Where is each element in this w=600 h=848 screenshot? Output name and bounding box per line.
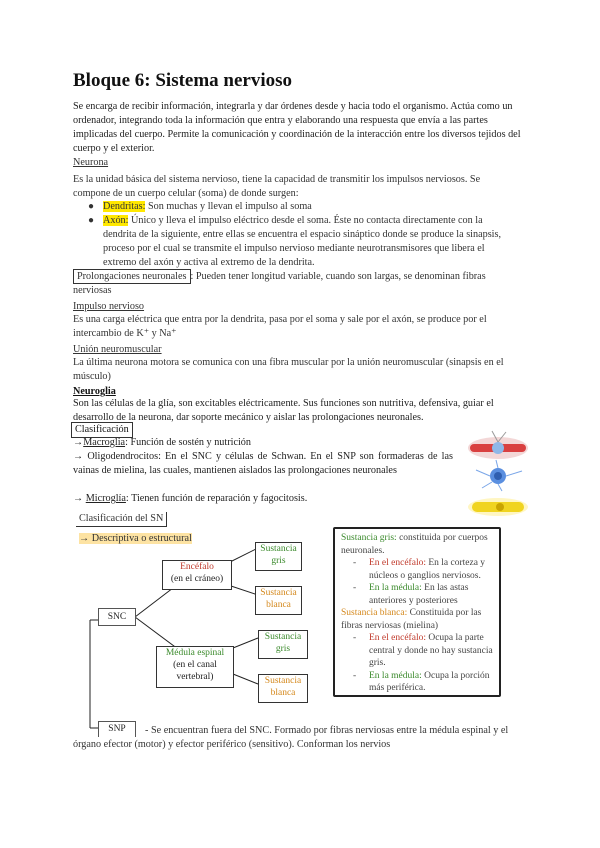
note-blanca-encefalo: - En el encéfalo: Ocupa la parte central y donde no hay sustancia gris. — [353, 633, 493, 668]
snp-dash: - — [145, 725, 151, 736]
medula-label: Médula espinal — [165, 648, 225, 658]
microglia-term: Microglía — [85, 493, 126, 504]
clasificacion-sn-heading: Clasificación del SN — [76, 512, 167, 527]
snc-node — [98, 608, 136, 626]
microglia-item: → Microglía: Tienen función de reparación y fagocitosis. — [73, 493, 308, 504]
microglia-text: : Tienen función de reparación y fagocitosis. — [125, 493, 308, 504]
snp-text: Se encuentran fuera del SNC. Formado por fibras nerviosas entre la médula espinal y el órgano efector (motor) y efector periférico (sensitivo). Conforman los nervios — [73, 725, 509, 750]
medula-sublabel-1: (en el canal — [173, 660, 217, 670]
blanca-title: Sustancia blanca: Constituida por las fibras nerviosas (mielina) — [341, 608, 482, 631]
prolongaciones-term: Prolongaciones neuronales — [73, 269, 191, 284]
encefalo-gris-node — [255, 542, 302, 571]
neuroglia-heading: Neuroglia — [73, 386, 116, 397]
medula-node — [156, 646, 234, 688]
blanca-label-2: blanca — [266, 600, 291, 610]
gris-title: Sustancia gris: constituida por cuerpos neuronales. — [341, 533, 488, 556]
impulso-heading: Impulso nervioso — [73, 301, 145, 312]
intro-paragraph: Se encarga de recibir información, integrarla y dar órdenes desde y hacia todo el organismo. Actúa como un ordenador, integrando toda la información que entra y elaborando una respuesta que envía a las partes implicadas del cuerpo. Permite la comunicación y coordinación de la interacción entre los diversos tejidos del cuerpo y el exterior. — [73, 101, 521, 154]
encefalo-blanca-node — [255, 586, 302, 615]
macroglia-term: Macroglia — [83, 437, 126, 448]
blanca-label-1: Sustancia — [264, 676, 302, 686]
note-gris-medula: - En la médula: En las astas anteriores y posteriores — [353, 583, 469, 606]
sustancia-note-box — [333, 527, 501, 697]
page-title: Bloque 6: Sistema nervioso — [73, 70, 293, 91]
gris-label-2: gris — [271, 556, 286, 566]
dendritas-term: Dendritas: — [103, 201, 146, 212]
oligodendrocitos-term: Oligodendrocitos — [87, 451, 159, 462]
medula-sublabel-2: vertebral) — [176, 672, 214, 682]
snp-label: SNP — [108, 724, 126, 734]
bullet-icon: ● — [88, 215, 95, 226]
blanca-label-2: blanca — [270, 688, 296, 698]
axon-term: Axón: — [103, 215, 129, 226]
macroglia-text: : Función de sostén y nutrición — [125, 437, 251, 448]
impulso-text: Es una carga eléctrica que entra por la dendrita, pasa por el soma y sale por el axón, se produce por el intercambio de K⁺ y Na⁺ — [73, 314, 487, 339]
prolongaciones-text: : Pueden tener longitud variable, cuando son largas, se denominan fibras nerviosas — [73, 271, 486, 296]
union-text: La última neurona motora se comunica con una fibra muscular por la unión neuromuscular (sinapsis en el músculo) — [73, 357, 504, 382]
encefalo-label: Encéfalo — [180, 562, 214, 572]
bullet-icon: ● — [88, 201, 95, 212]
oligodendrocitos-text: : En el SNC y células de Schwan. En el SNP son formaderas de las vainas de mielina, las cuales, mantienen aislados las prolongaciones neuronales — [73, 451, 453, 476]
neuroglia-text: Son las células de la glía, son excitables eléctricamente. Sus funciones son nutritiva, defensiva, guiar el desarrollo de la neurona, dar soporte mecánico y aislar las prolongaciones neuronales. — [73, 398, 494, 423]
encefalo-sublabel: (en el cráneo) — [170, 574, 224, 584]
gris-label-1: Sustancia — [260, 544, 297, 554]
macroglia-item: →Macroglia: Función de sostén y nutrición — [73, 437, 251, 448]
clasificacion-label: Clasificación — [71, 422, 133, 438]
union-heading: Unión neuromuscular — [73, 344, 162, 355]
neurona-heading: Neurona — [73, 157, 109, 168]
gris-label-1: Sustancia — [264, 632, 302, 642]
medula-gris-node — [258, 630, 308, 659]
note-gris-encefalo: - En el encéfalo: En la corteza y núcleos o ganglios nerviosos. — [353, 558, 486, 581]
dendritas-text: Son muchas y llevan el impulso al soma — [145, 201, 312, 212]
snc-label: SNC — [107, 612, 127, 622]
neurona-text: Es la unidad básica del sistema nervioso, tiene la capacidad de transmitir los impulsos nerviosos. Se compone de un cuerpo celular (soma) de donde surgen: — [73, 174, 481, 199]
blanca-label-1: Sustancia — [260, 588, 297, 598]
oligodendrocitos-item: → Oligodendrocitos: En el SNC y células de Schwan. En el SNP son formaderas de las vainas de mielina, las cuales, mantienen aislados las prolongaciones neuronales — [73, 451, 453, 476]
descriptiva-label: → Descriptiva o estructural — [79, 533, 192, 544]
snp-paragraph — [73, 724, 523, 752]
gris-label-2: gris — [275, 644, 291, 654]
axon-text: Único y lleva el impulso eléctrico desde el soma. Éste no contacta directamente con la dendrita de la siguiente, entre ellas se encuentra el espacio sináptico donde se produce la sinapsis, proceso por el cual se transmite el impulso nervioso mediante neurotransmisores que libera el extremo del axón y activa al extremo de la dendrita. — [103, 215, 502, 268]
note-blanca-medula: - En la médula: Ocupa la porción más periférica. — [353, 670, 490, 693]
medula-blanca-node — [258, 674, 308, 703]
encefalo-node — [162, 560, 232, 590]
